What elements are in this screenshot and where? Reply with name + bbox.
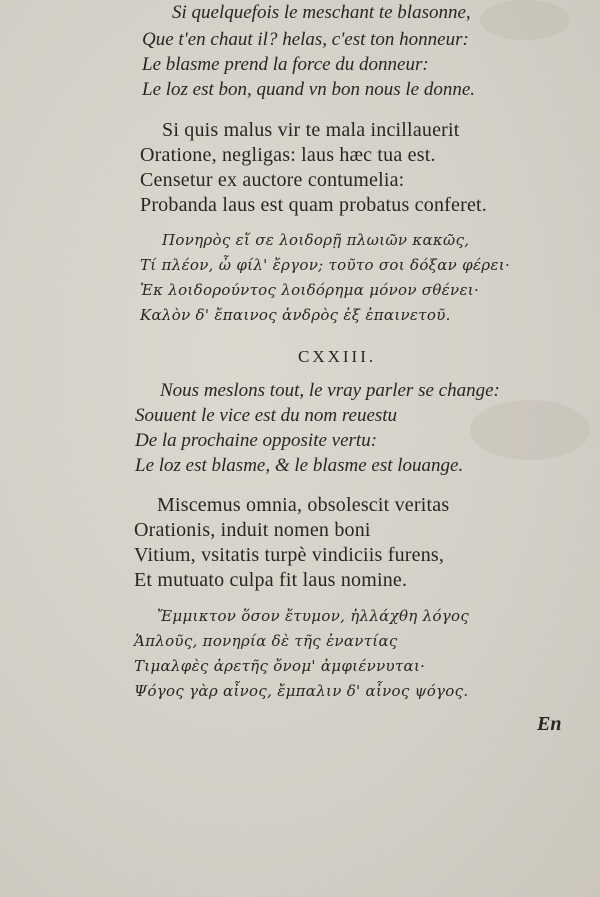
greek-line: Ψόγος γὰρ αἶνος, ἔμπαλιν δ' αἶνος ψόγος. (134, 682, 469, 700)
section-heading: CXXIII. (298, 347, 377, 366)
french-line: Que t'en chaut il? helas, c'est ton honneur: (142, 29, 469, 50)
greek-line: Πονηρὸς εἴ σε λοιδορῇ πλωιῶν κακῶς, (162, 231, 470, 249)
latin-line: Orationis, induit nomen boni (134, 519, 371, 541)
catchword: En (537, 713, 562, 735)
greek-line: Καλὸν δ' ἔπαινος ἀνδρὸς ἐξ ἐπαινετοῦ. (140, 306, 451, 324)
french-line: De la prochaine opposite vertu: (135, 430, 378, 451)
greek-line: Ἐκ λοιδορούντος λοιδόρημα μόνον σθένει· (140, 281, 480, 299)
latin-line: Censetur ex auctore contumelia: (140, 169, 405, 191)
greek-line: Τί πλέον, ὦ φίλ' ἔργον; τοῦτο σοι δόξαν φέρει· (140, 256, 511, 274)
french-line: Si quelquefois le meschant te blasonne, (172, 2, 471, 23)
french-line: Le blasme prend la force du donneur: (142, 54, 429, 75)
french-line: Le loz est blasme, & le blasme est louange. (135, 455, 464, 476)
french-line: Souuent le vice est du nom reuestu (135, 405, 398, 426)
latin-line: Vitium, vsitatis turpè vindiciis furens, (134, 544, 445, 566)
latin-line: Miscemus omnia, obsolescit veritas (157, 494, 450, 516)
latin-line: Si quis malus vir te mala incillauerit (162, 119, 460, 141)
greek-line: Ἔμμικτον ὅσον ἔτυμον, ἠλλάχθη λόγος (157, 607, 470, 625)
greek-line: Τιμαλφὲς ἀρετῆς ὄνομ' ἀμφιέννυται· (134, 657, 426, 675)
paper-stain (470, 400, 590, 460)
french-line: Le loz est bon, quand vn bon nous le donne. (142, 79, 476, 100)
french-line: Nous meslons tout, le vray parler se change: (160, 380, 500, 401)
latin-line: Oratione, negligas: laus hæc tua est. (140, 144, 436, 166)
latin-line: Et mutuato culpa fit laus nomine. (134, 569, 408, 591)
latin-line: Probanda laus est quam probatus conferet. (140, 194, 487, 216)
paper-stain (480, 0, 570, 40)
greek-line: Ἁπλοῦς, πονηρία δὲ τῆς ἐναντίας (134, 632, 398, 650)
